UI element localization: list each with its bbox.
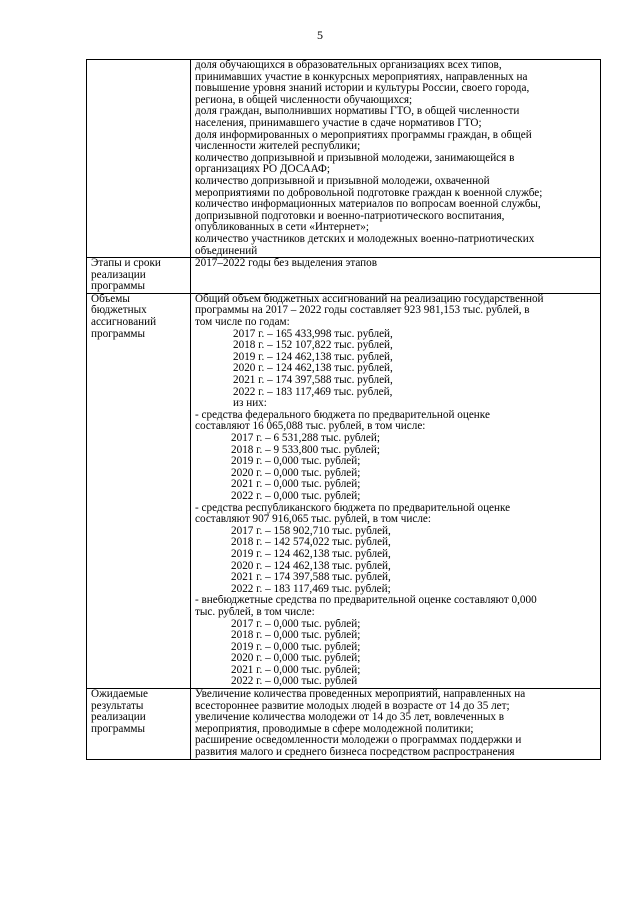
year-line: 2018 г. – 9 533,800 тыс. рублей; [231,444,380,456]
year-line: 2018 г. – 142 574,022 тыс. рублей, [231,537,391,549]
year-line: 2019 г. – 0,000 тыс. рублей; [231,641,361,653]
row-label-funding [87,293,191,688]
text-line: опубликованных в сети «Интернет»; [195,222,369,234]
year-line: 2022 г. – 0,000 тыс. рублей [231,676,358,688]
text-line: населения, принимавшего участие в сдаче нормативов ГТО; [195,117,482,129]
program-passport-table [86,59,601,760]
row-label-empty [87,60,191,258]
text-line: Увеличение количества проведенных мероприятий, направленных на [195,689,526,701]
year-line: 2017 г. – 165 433,998 тыс. рублей, [233,328,393,340]
year-line: 2017 г. – 0,000 тыс. рублей; [231,618,361,630]
year-line: 2021 г. – 0,000 тыс. рублей; [231,479,361,491]
text-line: доля граждан, выполнивших нормативы ГТО, в общей численности [195,106,520,118]
label-line: программы [91,281,145,293]
results-cell [191,689,601,760]
text-line: допризывной подготовки и военно-патриотического воспитания, [195,210,505,222]
text-line: количество допризывной и призывной молодежи, занимающейся в [195,152,515,164]
year-line: 2019 г. – 124 462,138 тыс. рублей, [233,351,393,363]
text-line: количество допризывной и призывной молодежи, охваченной [195,175,490,187]
text-line: региона, в общей численности обучающихся; [195,94,413,106]
indicators-cell [191,60,601,258]
table-row-indicators [87,60,601,258]
text-line: - средства республиканского бюджета по предварительной оценке [195,502,511,514]
label-line: реализации [91,269,146,281]
year-line: 2020 г. – 0,000 тыс. рублей; [231,653,361,665]
text-line: - средства федерального бюджета по предварительной оценке [195,409,490,421]
text-line: всестороннее развитие молодых людей в возрасте от 14 до 35 лет; [195,700,510,712]
label-line: программы [91,723,145,735]
year-line: 2017 г. – 158 902,710 тыс. рублей, [231,525,391,537]
table-row-results [87,689,601,760]
year-line: 2022 г. – 183 117,469 тыс. рублей, [233,386,393,398]
text-line: доля обучающихся в образовательных организациях всех типов, [195,60,502,71]
funding-cell [191,293,601,688]
text-line: 2017–2022 годы без выделения этапов [195,258,378,270]
table-row-funding [87,293,601,688]
text-line: количество участников детских и молодежных военно-патриотических [195,233,535,245]
label-line: реализации [91,712,146,724]
label-line: Ожидаемые [91,689,148,701]
year-line: 2021 г. – 174 397,588 тыс. рублей, [233,375,393,387]
label-line: ассигнований [91,317,157,329]
label-line: бюджетных [91,305,147,317]
page-number: 5 [317,28,323,42]
text-line: мероприятия, проводимые в сфере молодежной политики; [195,723,474,735]
year-line: 2018 г. – 0,000 тыс. рублей; [231,630,361,642]
year-line: 2019 г. – 124 462,138 тыс. рублей, [231,548,391,560]
text-line: том числе по годам: [195,317,290,329]
year-line: 2021 г. – 0,000 тыс. рублей; [231,664,361,676]
text-line: программы на 2017 – 2022 годы составляет 923 981,153 тыс. рублей, в [195,305,530,317]
text-line: мероприятиями по добровольной подготовке граждан к военной службе; [195,187,543,199]
label-line: Объемы [91,293,130,305]
text-line: повышение уровня знаний истории и культуры России, своего города, [195,83,530,95]
year-line: 2022 г. – 0,000 тыс. рублей; [231,490,361,502]
text-line: тыс. рублей, в том числе: [195,606,315,618]
year-line: 2020 г. – 124 462,138 тыс. рублей, [233,363,393,375]
year-line: 2020 г. – 124 462,138 тыс. рублей, [231,560,391,572]
text-line: составляют 16 065,088 тыс. рублей, в том числе: [195,421,426,433]
label-line: результаты [91,700,144,712]
year-line: 2019 г. – 0,000 тыс. рублей; [231,456,361,468]
text-line: объединений [195,245,258,257]
text-line: увеличение количества молодежи от 14 до 35 лет, вовлеченных в [195,712,505,724]
year-line: 2021 г. – 174 397,588 тыс. рублей, [231,572,391,584]
text-line: количество информационных материалов по вопросам военной службы, [195,199,541,211]
year-line: 2017 г. – 6 531,288 тыс. рублей; [231,433,380,444]
year-line: 2020 г. – 0,000 тыс. рублей; [231,467,361,479]
stages-cell [191,258,601,294]
year-line: 2022 г. – 183 117,469 тыс. рублей; [231,583,391,595]
text-line: расширение осведомленности молодежи о программах поддержки и [195,735,522,747]
text-line: принимавших участие в конкурсных мероприятиях, направленных на [195,71,528,83]
text-line: организациях РО ДОСААФ; [195,164,330,176]
text-line: численности жителей республики; [195,141,361,153]
text-line: составляют 907 916,065 тыс. рублей, в том числе: [195,514,432,526]
row-label-stages [87,258,191,294]
text-line: доля информированных о мероприятиях программы граждан, в общей [195,129,532,141]
text-line: Общий объем бюджетных ассигнований на реализацию государственной [195,293,544,305]
label-line: программы [91,328,145,340]
of-them-label: из них: [233,398,267,410]
text-line: - внебюджетные средства по предварительной оценке составляют 0,000 [195,595,537,607]
row-label-results [87,689,191,760]
label-line: Этапы и сроки [91,258,161,270]
year-line: 2018 г. – 152 107,822 тыс. рублей, [233,340,393,352]
table-row-stages [87,258,601,294]
text-line: развития малого и среднего бизнеса посредством распространения [195,747,515,759]
